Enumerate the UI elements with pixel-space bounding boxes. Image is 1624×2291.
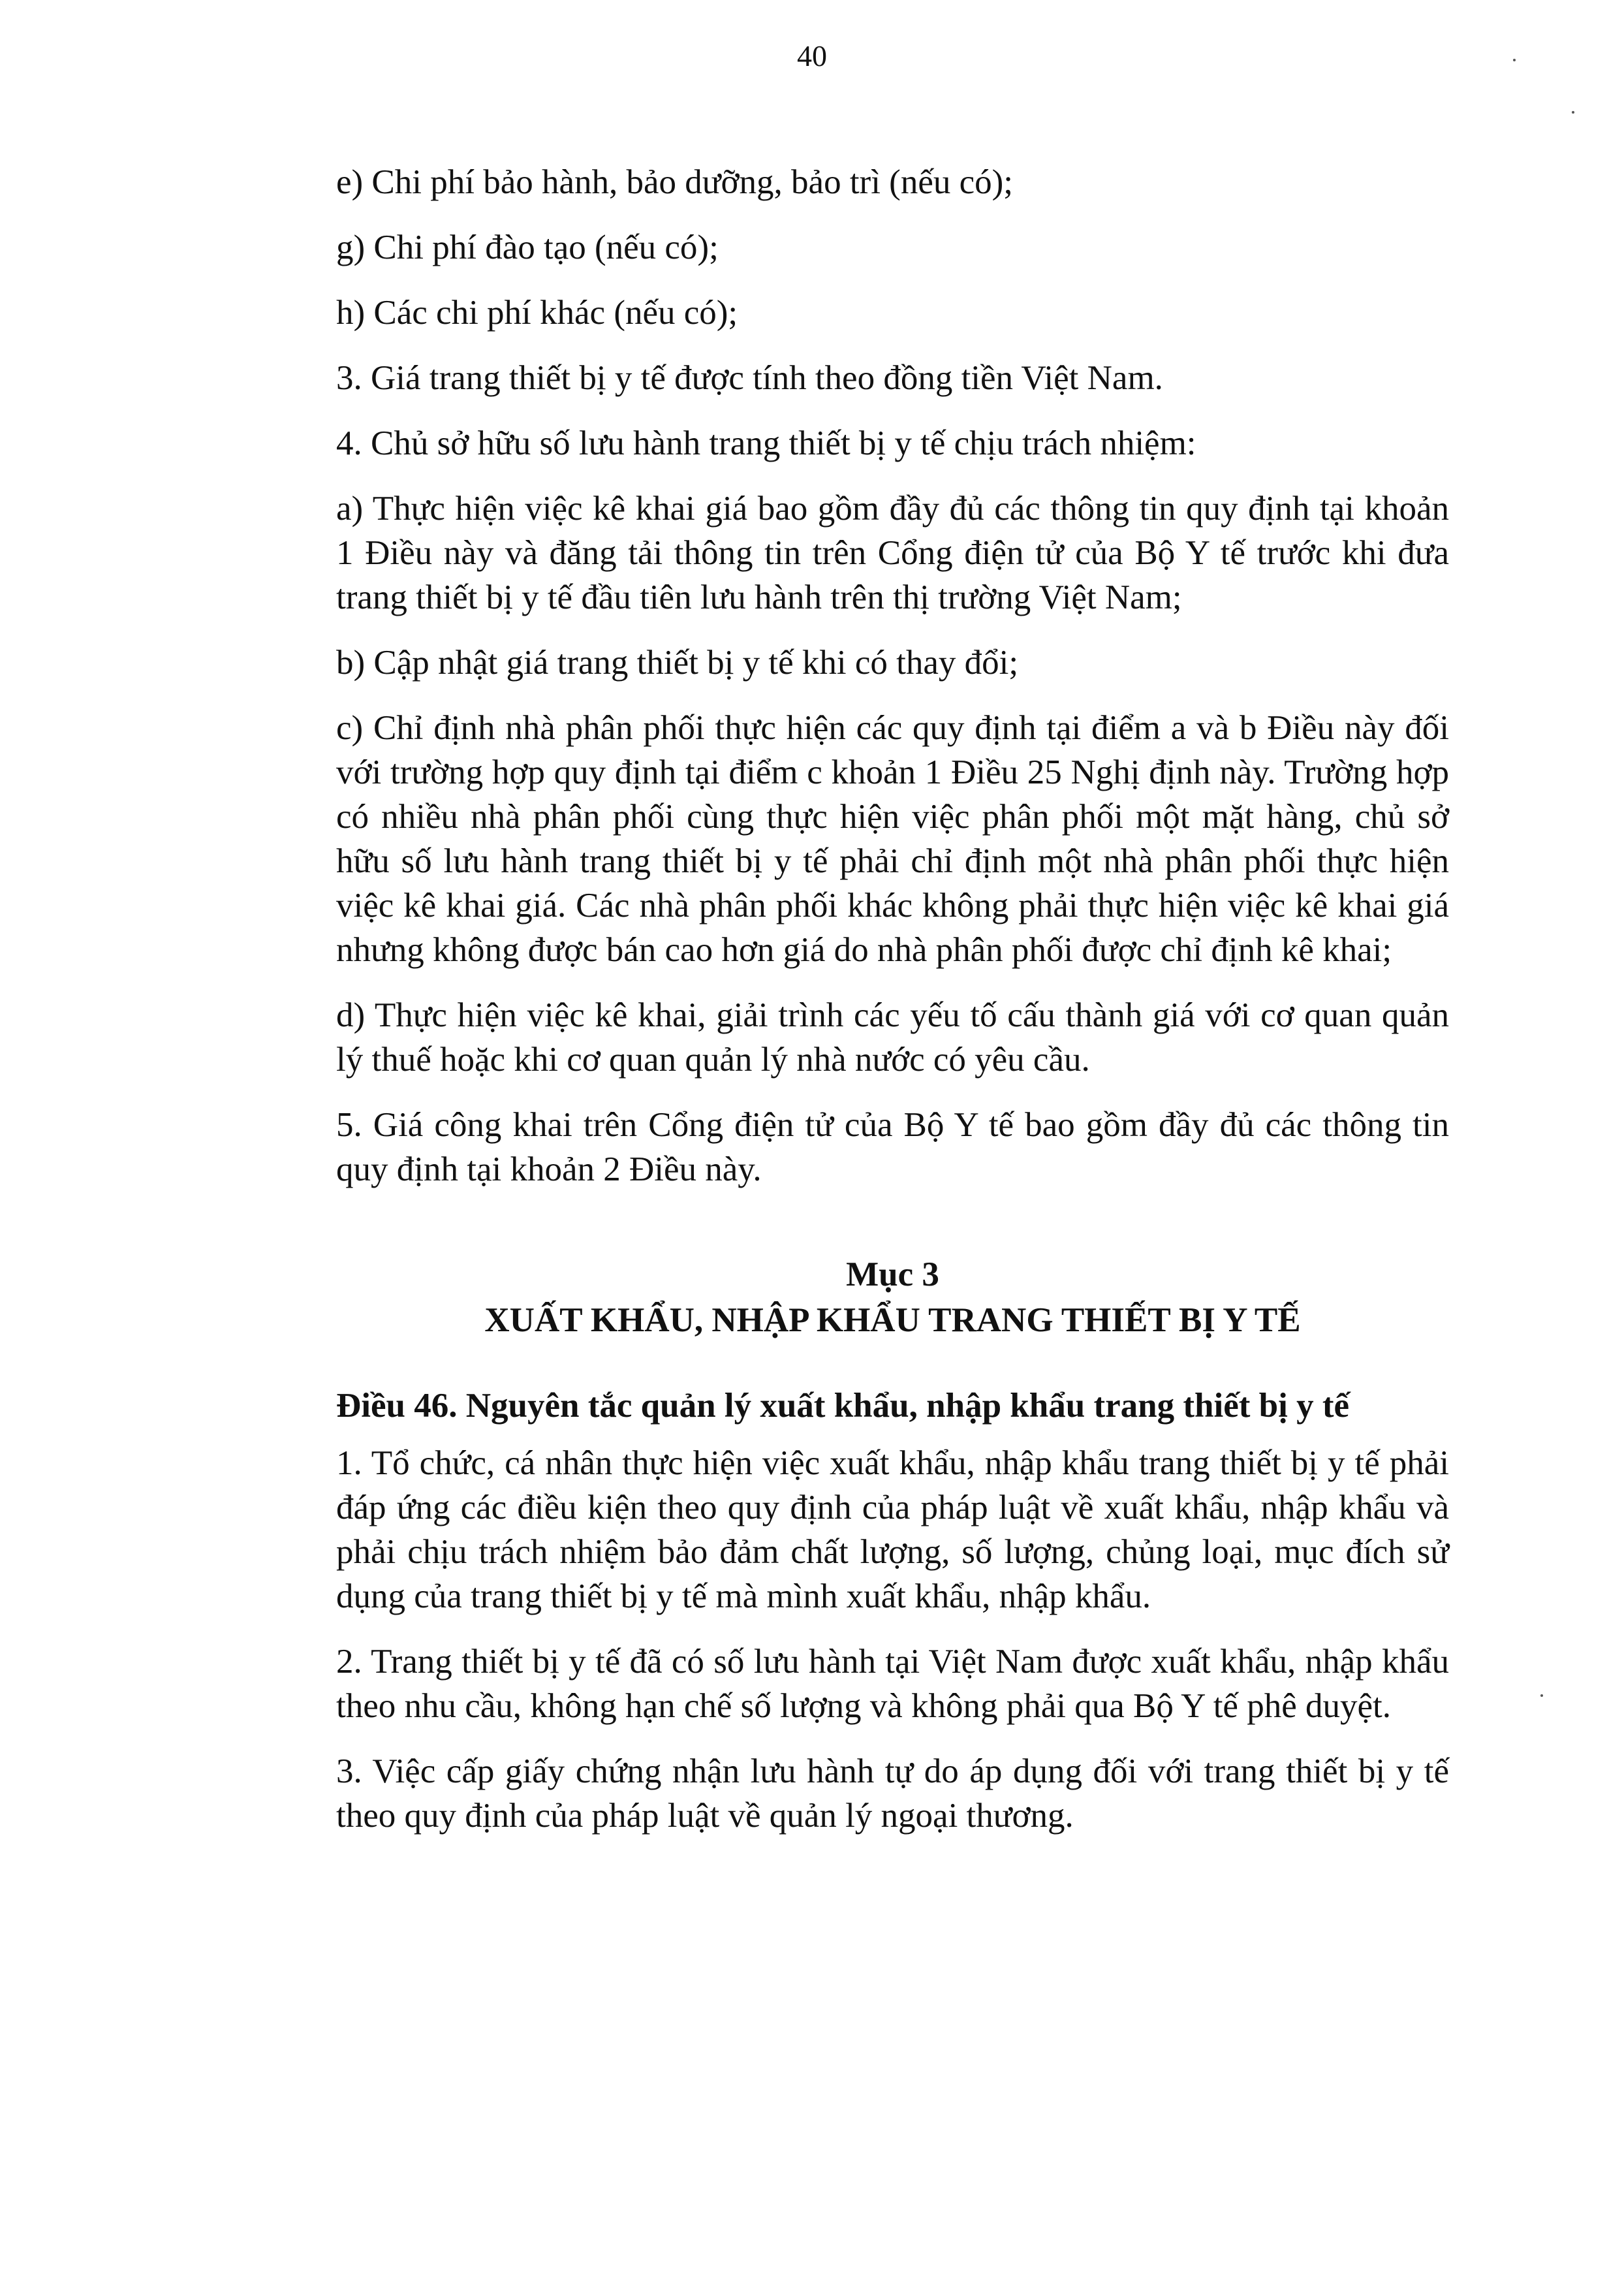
section-title: XUẤT KHẨU, NHẬP KHẨU TRANG THIẾT BỊ Y TẾ bbox=[484, 1301, 1301, 1339]
scan-speck bbox=[1513, 59, 1516, 61]
scan-speck bbox=[1572, 111, 1574, 114]
item-e: e) Chi phí bảo hành, bảo dưỡng, bảo trì (nếu có); bbox=[336, 163, 1013, 201]
article-clause-2: 2. Trang thiết bị y tế đã có số lưu hành tại Việt Nam được xuất khẩu, nhập khẩu theo nhu cầu, không hạn chế số lượng và không phải qua Bộ Y tế phê duyệt. bbox=[336, 1643, 1449, 1725]
article-clause-3: 3. Việc cấp giấy chứng nhận lưu hành tự do áp dụng đối với trang thiết bị y tế theo quy định của pháp luật về quản lý ngoại thương. bbox=[336, 1752, 1449, 1835]
article-body bbox=[336, 1441, 1449, 1838]
items-list bbox=[336, 486, 1449, 1192]
scan-speck bbox=[1540, 1694, 1543, 1697]
article-clause-1: 1. Tổ chức, cá nhân thực hiện việc xuất khẩu, nhập khẩu trang thiết bị y tế phải đáp ứng các điều kiện theo quy định của pháp luật về xuất khẩu, nhập khẩu và phải chịu trách nhiệm bảo đảm chất lượng, số lượng, chủng loại, mục đích sử dụng của trang thiết bị y tế mà mình xuất khẩu, nhập khẩu. bbox=[336, 1444, 1449, 1615]
item-g: g) Chi phí đào tạo (nếu có); bbox=[336, 229, 719, 266]
item-a: a) Thực hiện việc kê khai giá bao gồm đầy đủ các thông tin quy định tại khoản 1 Điều này và đăng tải thông tin trên Cổng điện tử của Bộ Y tế trước khi đưa trang thiết bị y tế đầu tiên lưu hành trên thị trường Việt Nam; bbox=[336, 490, 1449, 616]
items-top bbox=[336, 160, 1449, 466]
item-b: b) Cập nhật giá trang thiết bị y tế khi có thay đổi; bbox=[336, 644, 1019, 682]
item-h: h) Các chi phí khác (nếu có); bbox=[336, 294, 738, 332]
page-number: 40 bbox=[797, 39, 827, 72]
clause-5: 5. Giá công khai trên Cổng điện tử của Bộ Y tế bao gồm đầy đủ các thông tin quy định tại khoản 2 Điều này. bbox=[336, 1106, 1449, 1188]
document-body bbox=[336, 160, 1449, 1859]
section-label: Mục 3 bbox=[846, 1256, 939, 1293]
clause-4: 4. Chủ sở hữu số lưu hành trang thiết bị y tế chịu trách nhiệm: bbox=[336, 424, 1196, 462]
section-header bbox=[336, 1252, 1449, 1343]
item-c: c) Chỉ định nhà phân phối thực hiện các quy định tại điểm a và b Điều này đối với trường hợp quy định tại điểm c khoản 1 Điều 25 Nghị định này. Trường hợp có nhiều nhà phân phối cùng thực hiện việc phân phối một mặt hàng, chủ sở hữu số lưu hành trang thiết bị y tế phải chỉ định một nhà phân phối thực hiện việc kê khai giá. Các nhà phân phối khác không phải thực hiện việc kê khai giá nhưng không được bán cao hơn giá do nhà phân phối được chỉ định kê khai; bbox=[336, 709, 1449, 969]
item-d: d) Thực hiện việc kê khai, giải trình các yếu tố cấu thành giá với cơ quan quản lý thuế hoặc khi cơ quan quản lý nhà nước có yêu cầu. bbox=[336, 996, 1449, 1079]
clause-3: 3. Giá trang thiết bị y tế được tính theo đồng tiền Việt Nam. bbox=[336, 359, 1163, 397]
article-title: Điều 46. Nguyên tắc quản lý xuất khẩu, nhập khẩu trang thiết bị y tế bbox=[336, 1387, 1350, 1425]
